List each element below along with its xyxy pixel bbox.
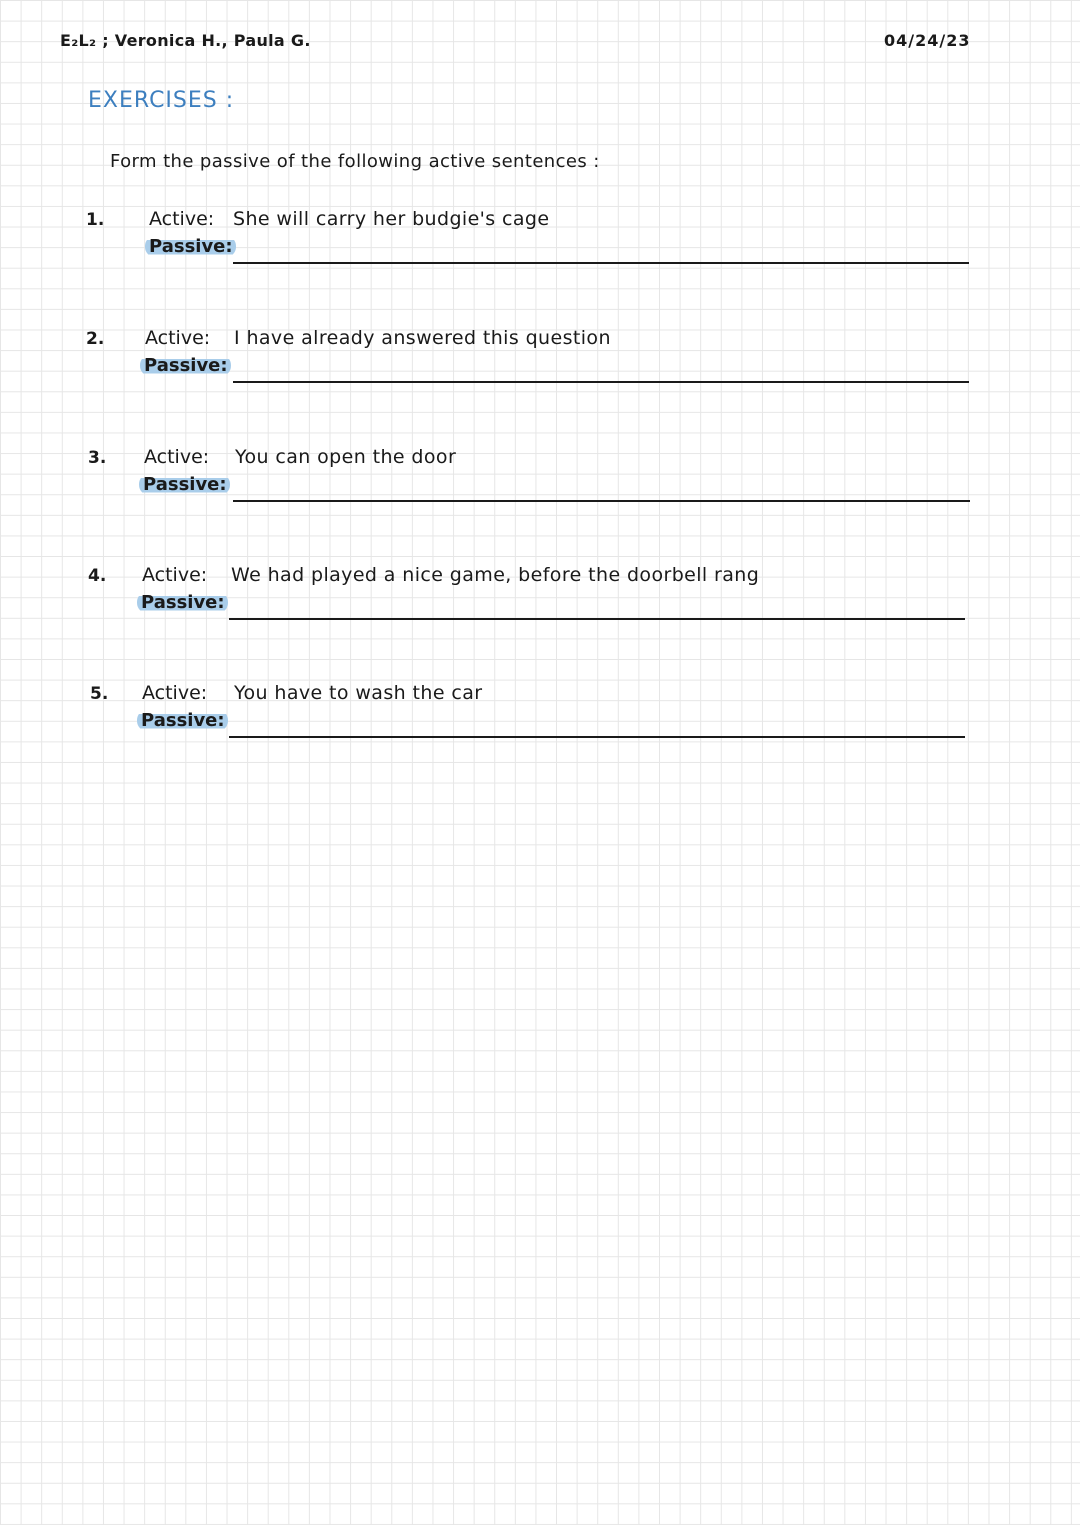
passive-label: Passive: — [139, 474, 230, 495]
exercise-number: 2. — [86, 329, 105, 349]
exercise-item — [0, 210, 1080, 290]
active-label: Active: — [142, 564, 208, 586]
passive-answer-line[interactable] — [233, 500, 970, 502]
active-sentence: You can open the door — [235, 446, 457, 468]
active-sentence: We had played a nice game, before the doorbell rang — [231, 564, 760, 586]
passive-answer-line[interactable] — [229, 736, 965, 738]
exercise-item — [0, 566, 1080, 646]
exercise-number: 1. — [86, 210, 105, 230]
section-title: EXERCISES : — [88, 88, 235, 113]
active-sentence: I have already answered this question — [234, 327, 611, 349]
student-names: E₂L₂ ; Veronica H., Paula G. — [60, 31, 311, 50]
passive-answer-line[interactable] — [233, 381, 969, 383]
exercise-item — [0, 329, 1080, 409]
active-label: Active: — [144, 446, 210, 468]
passive-answer-line[interactable] — [233, 262, 969, 264]
exercise-item — [0, 684, 1080, 764]
exercise-number: 3. — [88, 448, 107, 468]
active-label: Active: — [142, 682, 208, 704]
passive-label: Passive: — [137, 592, 228, 613]
active-label: Active: — [145, 327, 211, 349]
passive-label: Passive: — [137, 710, 228, 731]
exercise-number: 5. — [90, 684, 109, 704]
worksheet-date: 04/24/23 — [884, 31, 971, 50]
passive-label: Passive: — [140, 355, 231, 376]
exercise-number: 4. — [88, 566, 107, 586]
active-sentence: She will carry her budgie's cage — [233, 208, 550, 230]
exercise-item — [0, 448, 1080, 528]
passive-label: Passive: — [145, 236, 236, 257]
instructions: Form the passive of the following active sentences : — [110, 151, 600, 172]
passive-answer-line[interactable] — [229, 618, 965, 620]
active-label: Active: — [149, 208, 215, 230]
active-sentence: You have to wash the car — [234, 682, 483, 704]
